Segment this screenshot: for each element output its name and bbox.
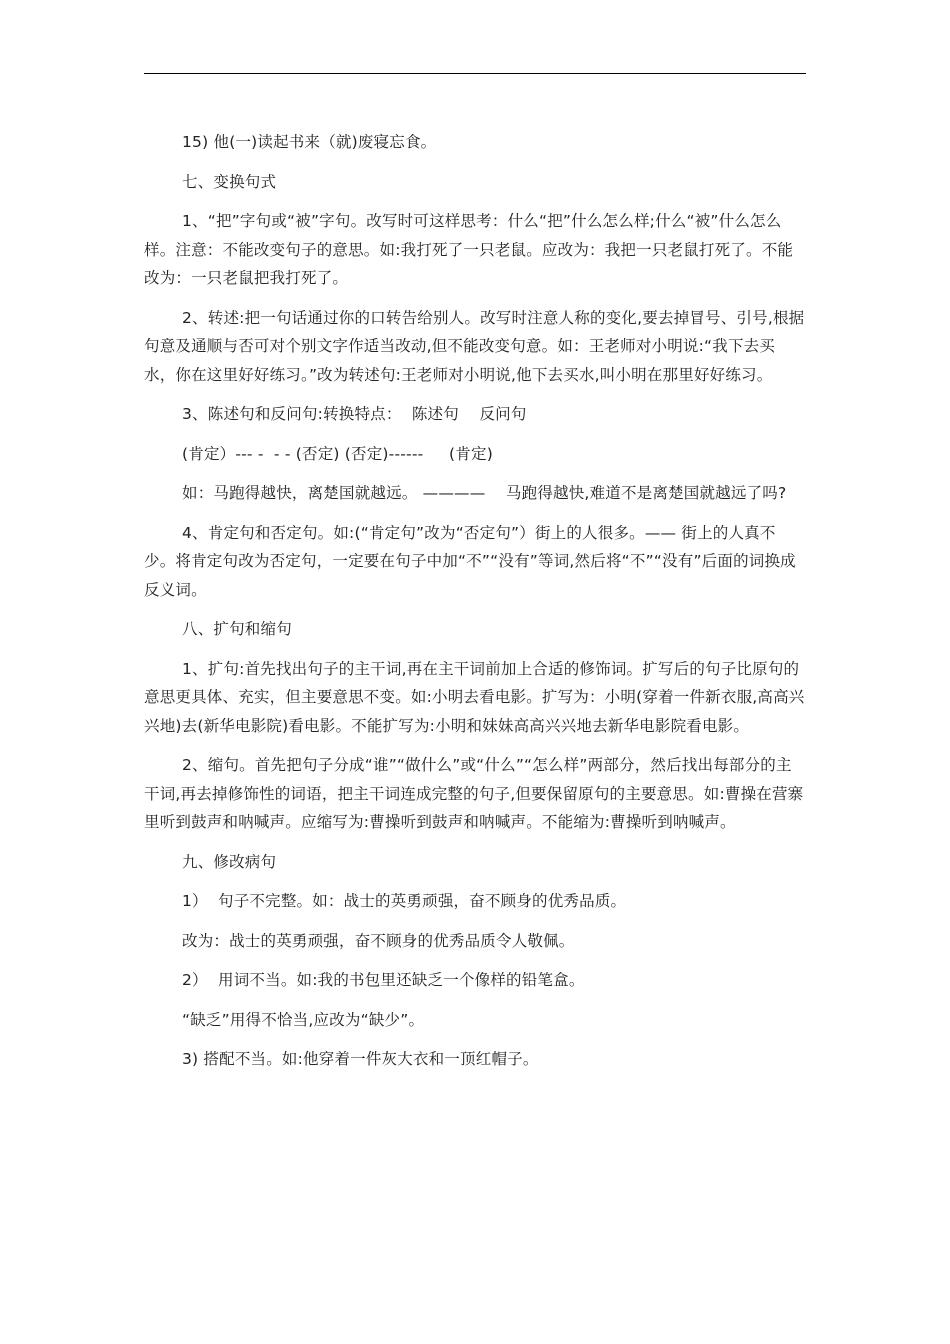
correction-incomplete-sentence: 改为：战士的英勇顽强，奋不顾身的优秀品质令人敬佩。	[182, 931, 575, 950]
sentence-example-15: 15) 他(一)读起书来（就)废寝忘食。	[182, 133, 437, 151]
header-rule	[144, 73, 806, 74]
paragraph-ba-bei-sentences: 1、“把”字句或“被”字句。改写时可这样思考：什么“把”什么怎么样;什么“被”什么怎么样。注意：不能改变句子的意思。如:我打死了一只老鼠。应改为：我把一只老鼠打死了。不能改为：一只老鼠把我打死了。	[144, 212, 794, 287]
paragraph-condense-sentence: 2、缩句。首先把句子分成“谁”“做什么”或“什么”“怎么样”两部分，然后找出每部分的主干词,再去掉修饰性的词语，把主干词连成完整的句子,但要保留原句的主要意思。如:曹操在营寨里听到鼓声和呐喊声。应缩写为:曹操听到鼓声和呐喊声。不能缩为:曹操听到呐喊声。	[144, 756, 804, 831]
error-word-misuse: 2） 用词不当。如:我的书包里还缺乏一个像样的铅笔盒。	[182, 971, 585, 989]
section-heading-fix-sentences: 九、修改病句	[182, 852, 277, 871]
error-collocation: 3) 搭配不当。如:他穿着一件灰大衣和一顶红帽子。	[182, 1050, 539, 1068]
section-heading-expand-condense: 八、扩句和缩句	[182, 620, 292, 638]
paragraph-indirect-speech: 2、转述:把一句话通过你的口转告给别人。改写时注意人称的变化,要去掉冒号、引号,根据句意及通顺与否可对个别文字作适当改动,但不能改变句意。如：王老师对小明说:“我下去买水，你在这里好好练习。”改为转述句:王老师对小明说,他下去买水,叫小明在那里好好练习。	[144, 308, 805, 384]
rhetorical-example: 如：马跑得越快，离楚国就越远。 ———— 马跑得越快,难道不是离楚国就越远了吗?	[182, 484, 787, 502]
paragraph-affirmative-negative: 4、肯定句和否定句。如:(“肯定句”改为“否定句”）街上的人很多。—— 街上的人真不少。将肯定句改为否定句，一定要在句子中加“不”“没有”等词,然后将“不”“没有”后面的词换成反义词。	[144, 523, 796, 599]
section-heading-transform-sentences: 七、变换句式	[182, 172, 277, 191]
paragraph-expand-sentence: 1、扩句:首先找出句子的主干词,再在主干词前加上合适的修饰词。扩写后的句子比原句的意思更具体、充实，但主要意思不变。如:小明去看电影。扩写为：小明(穿着一件新衣服,高高兴兴地)去(新华电影院)看电影。不能扩写为:小明和妹妹高高兴兴地去新华电影院看电影。	[144, 659, 805, 735]
error-incomplete-sentence: 1） 句子不完整。如：战士的英勇顽强，奋不顾身的优秀品质。	[182, 892, 627, 910]
conversion-pattern-line: (肯定）--- - - - (否定) (否定)------ (肯定)	[182, 444, 493, 463]
document-body	[144, 128, 806, 1085]
correction-word-misuse: “缺乏”用得不恰当,应改为“缺少”。	[182, 1010, 425, 1029]
paragraph-declarative-rhetorical: 3、陈述句和反问句:转换特点： 陈述句 反问句	[182, 405, 527, 423]
